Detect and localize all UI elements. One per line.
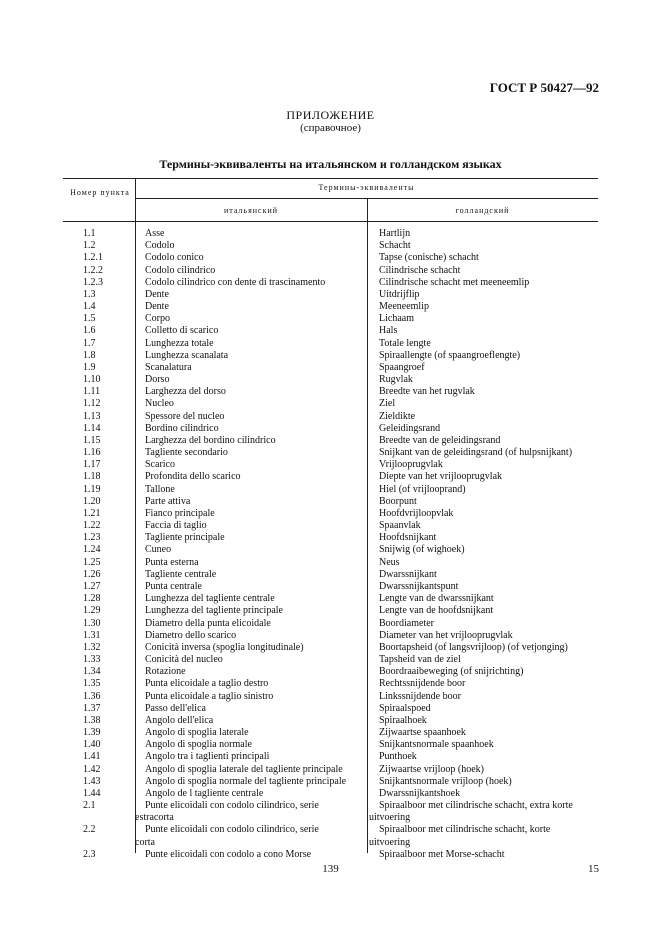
italian-term: Codolo cilindrico con dente di trascinamento [145,276,326,288]
dutch-term: Boortapsheid (of langsvrijloop) (of vetjonging) [379,641,568,653]
row-number: 1.22 [83,520,101,532]
row-number: 1.2.2 [83,264,103,276]
table-row [63,618,598,630]
row-number: 1.20 [83,495,101,507]
row-number: 1.40 [83,739,101,751]
row-number: 1.11 [83,386,101,398]
dutch-term: Spaanvlak [379,520,421,532]
dutch-term: Cilindrische schacht met meeneemlip [379,276,530,288]
row-number: 1.9 [83,361,96,373]
dutch-term: Spiraalhoek [379,714,427,726]
italian-term: Punta esterna [145,556,199,568]
table-row [63,471,598,483]
dutch-term: Geleidingsrand [379,422,441,434]
dutch-term: Hiel (of vrijlooprand) [379,483,466,495]
table-row [63,593,598,605]
table-row [63,849,598,861]
row-number: 1.25 [83,556,101,568]
row-number: 1.30 [83,617,101,629]
italian-term: Scarico [145,459,175,471]
dutch-term: Breedte van het rugvlak [379,386,475,398]
row-number: 1.32 [83,641,101,653]
dutch-term: Boordiameter [379,617,434,629]
dutch-term: Spiraalboor met cilindrische schacht, extra korte uitvoering [369,800,573,824]
dutch-term: Hoofdvrijloopvlak [379,507,454,519]
row-number: 1.33 [83,654,101,666]
italian-term: Angolo dell'elica [145,714,214,726]
header-equivalents: Термины-эквиваленты [318,183,415,192]
table-row [63,496,598,508]
row-number: 1.26 [83,568,101,580]
dutch-term: Spiraalboor met Morse-schacht [379,848,505,860]
italian-term: Angolo di spoglia normale [145,739,252,751]
dutch-term: Snijwig (of wighoek) [379,544,465,556]
table-row [63,240,598,252]
italian-term: Profondita dello scarico [145,471,241,483]
italian-term: Angolo di spoglia laterale del tagliente principale [145,763,343,775]
row-number: 1.16 [83,447,101,459]
italian-term: Punta elicoidale a taglio destro [145,678,269,690]
row-number: 1.43 [83,775,101,787]
dutch-term: Tapse (conische) schacht [379,252,479,264]
table-row [63,313,598,325]
dutch-term: Dwarssnijkant [379,568,437,580]
row-number: 1.38 [83,714,101,726]
table-row [63,739,598,751]
row-number: 1.2.3 [83,276,103,288]
row-number: 1.13 [83,410,101,422]
italian-term: Punte elicoidali con codolo a cono Morse [145,848,312,860]
row-number: 2.2 [83,824,96,836]
dutch-term: Hartlijn [379,228,411,239]
row-number: 2.1 [83,800,96,812]
row-number: 1.12 [83,398,101,410]
table-row [63,411,598,423]
row-number: 1.41 [83,751,101,763]
table-row [63,362,598,374]
table-header [63,178,598,222]
row-number: 1.5 [83,313,96,325]
dutch-term: Hals [379,325,398,337]
dutch-term: Snijkantsnormale vrijloop (hoek) [379,775,512,787]
table-row [63,776,598,788]
italian-term: Conicità inversa (spoglia longitudinale) [145,641,304,653]
dutch-term: Neus [379,556,400,568]
row-number: 1.1 [83,228,96,239]
row-number: 1.4 [83,301,96,313]
italian-term: Dorso [145,374,170,386]
row-number: 1.35 [83,678,101,690]
italian-term: Codolo cilindrico [145,264,216,276]
dutch-term: Rechtssnijdende boor [379,678,466,690]
row-number: 1.36 [83,690,101,702]
table-row [63,398,598,410]
italian-term: Dente [145,288,169,300]
appendix-note: (справочное) [300,122,361,134]
row-number: 1.39 [83,727,101,739]
dutch-term: Cilindrische schacht [379,264,461,276]
table-row [63,520,598,532]
table-row [63,691,598,703]
dutch-term: Zijwaartse spaanhoek [379,727,466,739]
row-number: 1.19 [83,483,101,495]
row-number: 1.6 [83,325,96,337]
row-number: 1.29 [83,605,101,617]
row-number: 1.34 [83,666,101,678]
italian-term: Diametro della punta elicoidale [145,617,271,629]
row-number: 1.17 [83,459,101,471]
italian-term: Spessore del nucleo [145,410,225,422]
dutch-term: Zijwaartse vrijloop (hoek) [379,763,484,775]
italian-term: Lunghezza del tagliente principale [145,605,283,617]
dutch-term: Diepte van het vrijlooprugvlak [379,471,503,483]
italian-term: Cuneo [145,544,172,556]
italian-term: Lunghezza scanalata [145,349,229,361]
row-number: 1.3 [83,288,96,300]
table-row [63,630,598,642]
italian-term: Colletto di scarico [145,325,219,337]
dutch-term: Breedte van de geleidingsrand [379,434,501,446]
table-row [63,532,598,544]
row-number: 1.2 [83,240,96,252]
row-number: 1.44 [83,787,101,799]
row-number: 1.23 [83,532,101,544]
table-row [63,824,598,848]
header-bottom-rule [63,221,598,222]
italian-term: Larghezza del bordino cilindrico [145,434,276,446]
table-row [63,703,598,715]
table-row [63,338,598,350]
italian-term: Codolo conico [145,252,204,264]
italian-term: Corpo [145,313,170,325]
table-row [63,435,598,447]
table-row [63,484,598,496]
page-number-center: 139 [322,863,339,875]
table-row [63,764,598,776]
dutch-term: Lengte van de dwarssnijkant [379,593,494,605]
italian-term: Dente [145,301,169,313]
italian-term: Scanalatura [145,361,192,373]
table-row [63,654,598,666]
italian-term: Passo dell'elica [145,702,206,714]
table-row [63,557,598,569]
dutch-term: Totale lengte [379,337,431,349]
italian-term: Codolo [145,240,175,252]
dutch-term: Tapsheid van de ziel [379,654,461,666]
table-row [63,447,598,459]
table-title: Термины-эквиваленты на итальянском и голландском языках [159,157,502,171]
table-row [63,423,598,435]
dutch-term: Zieldikte [379,410,416,422]
header-dutch: голландский [455,206,510,215]
table-body [63,228,598,861]
row-number: 1.24 [83,544,101,556]
table-row [63,800,598,824]
row-number: 1.15 [83,434,101,446]
italian-term: Lunghezza del tagliente centrale [145,593,275,605]
italian-term: Rotazione [145,666,186,678]
table-row [63,715,598,727]
table-row [63,751,598,763]
dutch-term: Dwarssnijkantspunt [379,580,459,592]
row-number: 1.27 [83,580,101,592]
table-row [63,581,598,593]
standard-number: ГОСТ Р 50427—92 [489,80,599,95]
italian-term: Punta elicoidale a taglio sinistro [145,690,274,702]
italian-term: Bordino cilindrico [145,422,219,434]
dutch-term: Diameter van het vrijlooprugvlak [379,629,513,641]
dutch-term: Vrijlooprugvlak [379,459,443,471]
table-row [63,678,598,690]
row-number: 1.37 [83,702,101,714]
dutch-term: Uitdrijflip [379,288,420,300]
table-row [63,569,598,581]
table-row [63,350,598,362]
dutch-term: Lengte van de hoofdsnijkant [379,605,494,617]
table-row [63,289,598,301]
dutch-term: Lichaam [379,313,414,325]
italian-term: Nucleo [145,398,174,410]
table-row [63,252,598,264]
table-row [63,788,598,800]
dutch-term: Hoofdsnijkant [379,532,437,544]
row-number: 1.42 [83,763,101,775]
row-number: 1.10 [83,374,101,386]
dutch-term: Rugvlak [379,374,413,386]
row-number: 1.14 [83,422,101,434]
table-row [63,374,598,386]
header-top-rule [63,178,598,179]
table-row [63,277,598,289]
italian-term: Conicità del nucleo [145,654,223,666]
header-number: Номер пункта [70,188,130,197]
italian-term: Angolo di spoglia laterale [145,727,249,739]
dutch-term: Punthoek [379,751,417,763]
table-row [63,508,598,520]
table-row [63,605,598,617]
page-number-right: 15 [588,863,599,875]
dutch-term: Spiraallengte (of spaangroeflengte) [379,349,521,361]
table-row [63,459,598,471]
table-row [63,301,598,313]
row-number: 1.21 [83,507,101,519]
row-number: 2.3 [83,848,96,860]
table-row [63,265,598,277]
italian-term: Tagliente principale [145,532,225,544]
dutch-term: Meeneemlip [379,301,429,313]
italian-term: Diametro dello scarico [145,629,237,641]
italian-term: Tagliente secondario [145,447,228,459]
italian-term: Punte elicoidali con codolo cilindrico, serie estracorta [135,800,319,824]
italian-term: Angolo di spoglia normale del tagliente principale [145,775,347,787]
dutch-term: Dwarssnijkantshoek [379,787,461,799]
italian-term: Punta centrale [145,580,202,592]
table-row [63,544,598,556]
table-row [63,228,598,240]
table-row [63,666,598,678]
italian-term: Punte elicoidali con codolo cilindrico, serie corta [135,824,319,848]
row-number: 1.28 [83,593,101,605]
row-number: 1.31 [83,629,101,641]
italian-term: Angolo de l tagliente centrale [145,787,264,799]
italian-term: Fianco principale [145,507,215,519]
dutch-term: Snijkantsnormale spaanhoek [379,739,494,751]
row-number: 1.7 [83,337,96,349]
table-row [63,642,598,654]
dutch-term: Spiraalspoed [379,702,431,714]
italian-term: Asse [145,228,165,239]
row-number: 1.8 [83,349,96,361]
dutch-term: Linkssnijdende boor [379,690,461,702]
dutch-term: Boordraaibeweging (of snijrichting) [379,666,524,678]
dutch-term: Spaangroef [379,361,425,373]
dutch-term: Snijkant van de geleidingsrand (of hulpsnijkant) [379,447,573,459]
italian-term: Larghezza del dorso [145,386,226,398]
table-row [63,325,598,337]
row-number: 1.18 [83,471,101,483]
italian-term: Parte attiva [145,495,191,507]
italian-term: Angolo tra i taglienti principali [145,751,270,763]
header-italian: итальянский [223,206,279,215]
row-number: 1.2.1 [83,252,103,264]
italian-term: Tagliente centrale [145,568,217,580]
dutch-term: Boorpunt [379,495,417,507]
dutch-term: Schacht [379,240,411,252]
italian-term: Tallone [145,483,175,495]
dutch-term: Ziel [379,398,396,410]
table-row [63,727,598,739]
table-row [63,386,598,398]
dutch-term: Spiraalboor met cilindrische schacht, korte uitvoering [369,824,551,848]
italian-term: Lunghezza totale [145,337,214,349]
appendix-title: ПРИЛОЖЕНИЕ [286,108,375,122]
italian-term: Faccia di taglio [145,520,207,532]
